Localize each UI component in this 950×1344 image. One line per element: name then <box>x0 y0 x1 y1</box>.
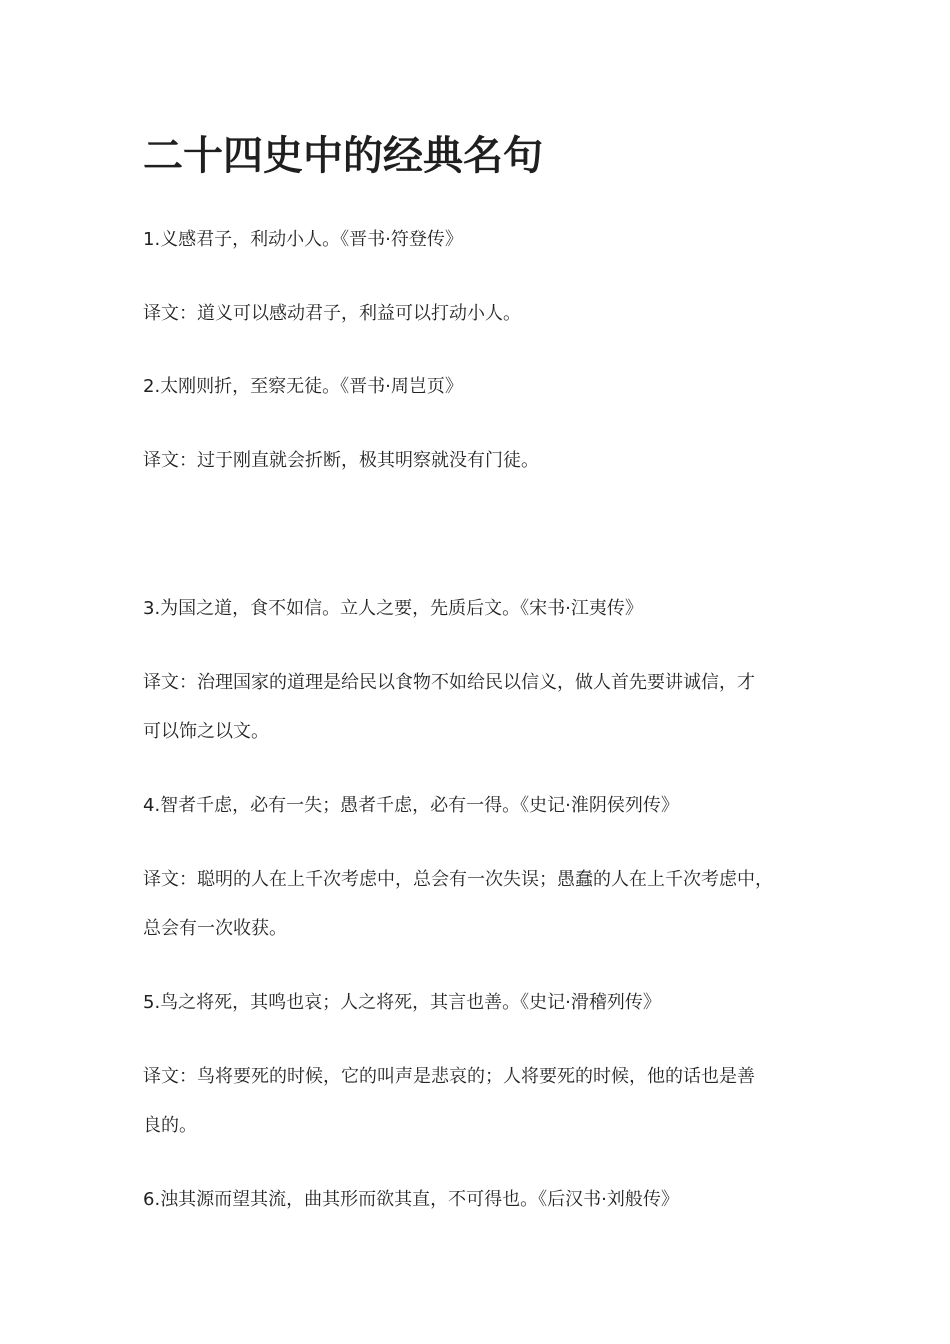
translation-2: 译文：过于刚直就会折断，极其明察就没有门徒。 <box>143 450 539 471</box>
translation-3-line-1: 译文：治理国家的道理是给民以食物不如给民以信义，做人首先要讲诚信，才 <box>143 672 755 693</box>
translation-5-line-1: 译文：鸟将要死的时候，它的叫声是悲哀的；人将要死的时候，他的话也是善 <box>143 1066 755 1087</box>
translation-4-line-1: 译文：聪明的人在上千次考虑中，总会有一次失误；愚蠢的人在上千次考虑中， <box>143 869 773 890</box>
quote-6: 6.浊其源而望其流，曲其形而欲其直，不可得也。《后汉书·刘般传》 <box>143 1189 679 1210</box>
translation-1: 译文：道义可以感动君子，利益可以打动小人。 <box>143 303 521 324</box>
translation-4-line-2: 总会有一次收获。 <box>143 918 287 939</box>
page-title: 二十四史中的经典名句 <box>143 133 543 179</box>
quote-5: 5.鸟之将死，其鸣也哀；人之将死，其言也善。《史记·滑稽列传》 <box>143 992 661 1013</box>
translation-5-line-2: 良的。 <box>143 1115 197 1136</box>
quote-2: 2.太刚则折，至察无徒。《晋书·周岂页》 <box>143 376 463 397</box>
quote-4: 4.智者千虑，必有一失；愚者千虑，必有一得。《史记·淮阴侯列传》 <box>143 795 679 816</box>
translation-3-line-2: 可以饰之以文。 <box>143 721 269 742</box>
quote-3: 3.为国之道，食不如信。立人之要，先质后文。《宋书·江夷传》 <box>143 598 643 619</box>
quote-1: 1.义感君子，利动小人。《晋书·符登传》 <box>143 229 463 250</box>
